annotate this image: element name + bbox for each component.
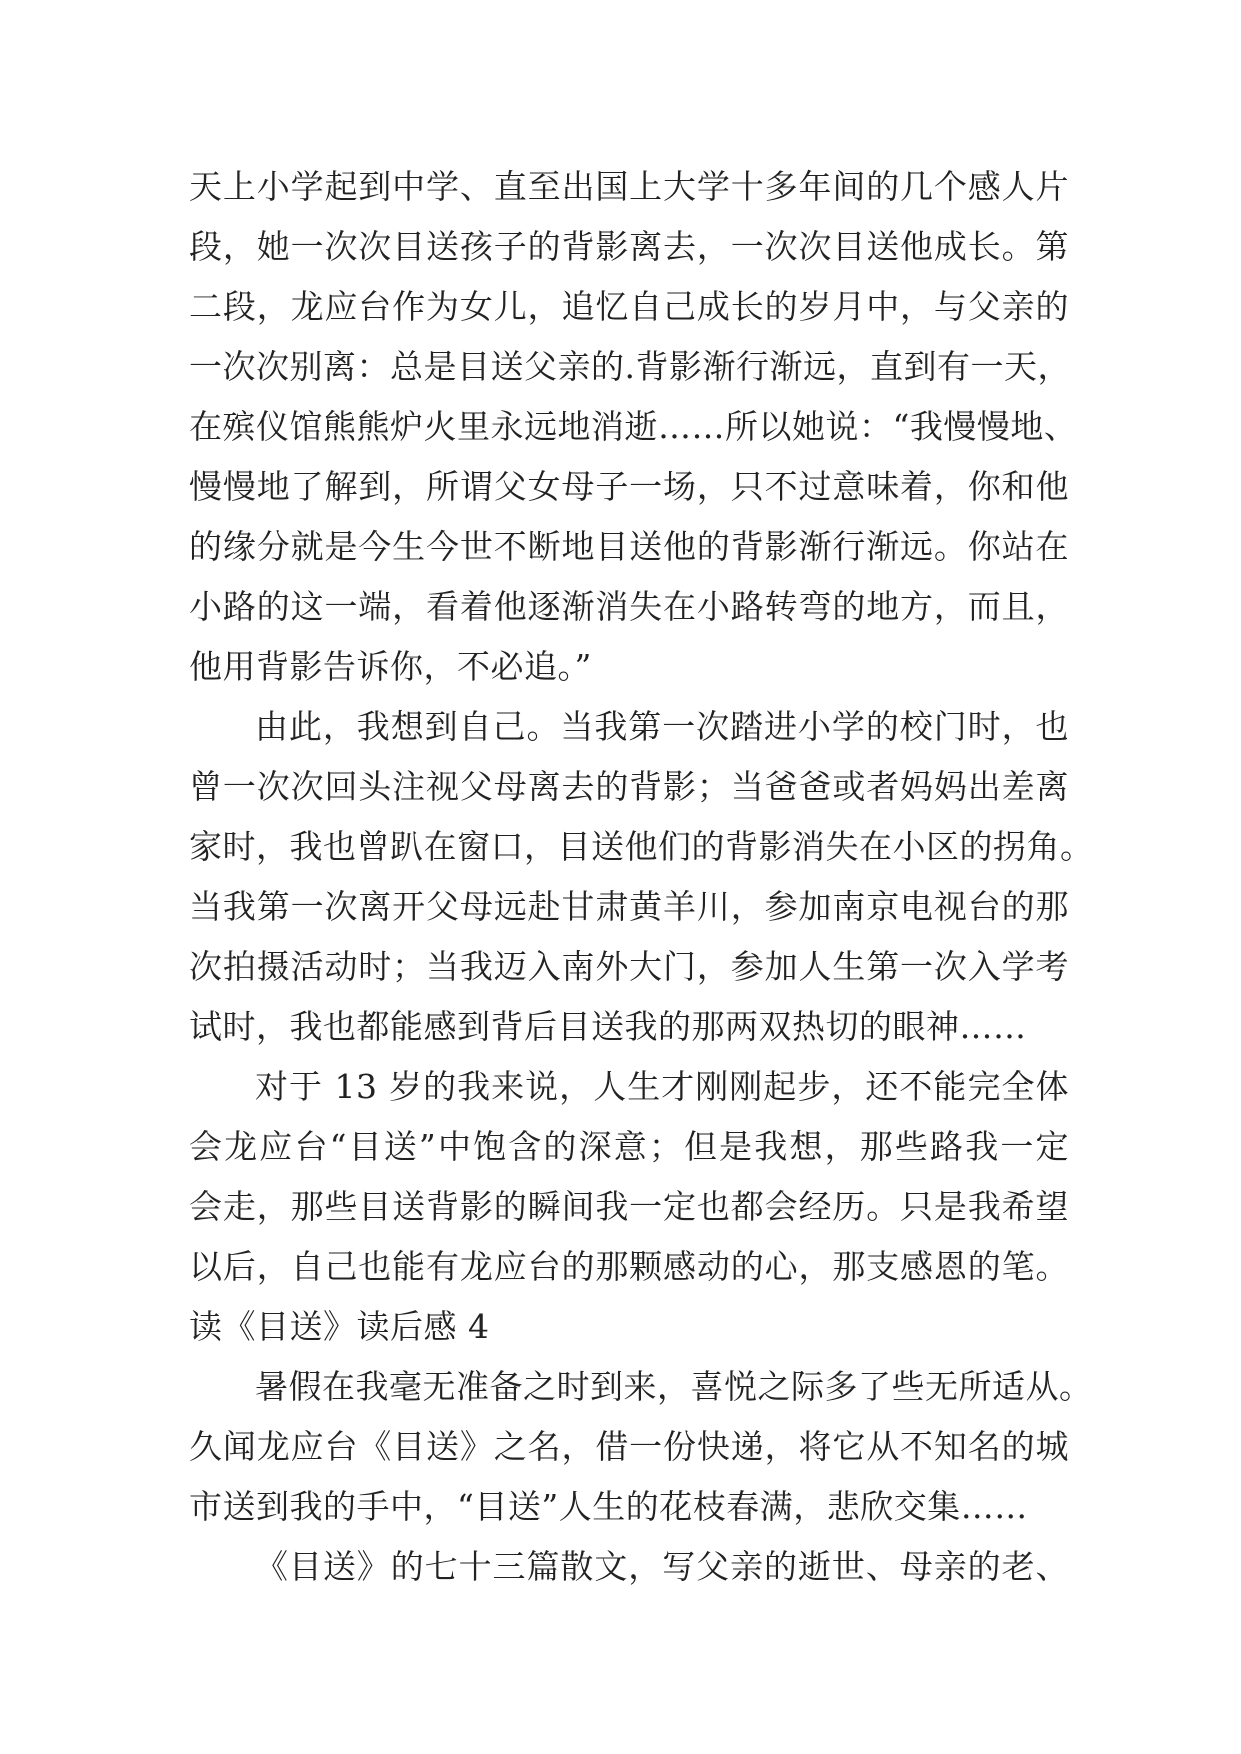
text-line: 小路的这一端，看着他逐渐消失在小路转弯的地方，而且， (189, 587, 1069, 626)
document-body (189, 157, 1094, 1597)
text-line: 久闻龙应台《目送》之名，借一份快递，将它从不知名的城 (189, 1427, 1069, 1466)
text-line: 当我第一次离开父母远赴甘肃黄羊川，参加南京电视台的那 (189, 887, 1069, 926)
text-line: 段，她一次次目送孩子的背影离去，一次次目送他成长。第 (189, 227, 1069, 266)
text-line: 会龙应台“目送”中饱含的深意；但是我想，那些路我一定 (189, 1127, 1069, 1166)
text-line: 在殡仪馆熊熊炉火里永远地消逝……所以她说：“我慢慢地、 (189, 407, 1078, 446)
text-line: 他用背影告诉你，不必追。” (189, 647, 592, 686)
text-line: 慢慢地了解到，所谓父女母子一场，只不过意味着，你和他 (189, 467, 1069, 506)
text-line: 一次次别离：总是目送父亲的.背影渐行渐远，直到有一天， (189, 347, 1071, 386)
text-line: 曾一次次回头注视父母离去的背影；当爸爸或者妈妈出差离 (189, 767, 1069, 806)
text-line: 试时，我也都能感到背后目送我的那两双热切的眼神…… (189, 1007, 1027, 1046)
section-heading: 读《目送》读后感 4 (189, 1307, 490, 1346)
text-line: 市送到我的手中，“目送”人生的花枝春满，悲欣交集…… (189, 1487, 1028, 1526)
text-line: 以后，自己也能有龙应台的那颗感动的心，那支感恩的笔。 (189, 1247, 1069, 1286)
text-line: 会走，那些目送背影的瞬间我一定也都会经历。只是我希望 (189, 1187, 1069, 1226)
text-line: 次拍摄活动时；当我迈入南外大门，参加人生第一次入学考 (189, 947, 1069, 986)
paragraph-first-line: 由此，我想到自己。当我第一次踏进小学的校门时，也 (255, 707, 1069, 746)
paragraph-first-line: 对于 13 岁的我来说，人生才刚刚起步，还不能完全体 (255, 1067, 1069, 1106)
text-line: 家时，我也曾趴在窗口，目送他们的背影消失在小区的拐角。 (189, 827, 1094, 866)
text-line: 二段，龙应台作为女儿，追忆自己成长的岁月中，与父亲的 (189, 287, 1069, 326)
paragraph-first-line: 暑假在我毫无准备之时到来，喜悦之际多了些无所适从。 (255, 1367, 1093, 1406)
paragraph-first-line: 《目送》的七十三篇散文，写父亲的逝世、母亲的老、 (255, 1547, 1069, 1586)
text-line: 天上小学起到中学、直至出国上大学十多年间的几个感人片 (189, 167, 1069, 206)
text-line: 的缘分就是今生今世不断地目送他的背影渐行渐远。你站在 (189, 527, 1069, 566)
